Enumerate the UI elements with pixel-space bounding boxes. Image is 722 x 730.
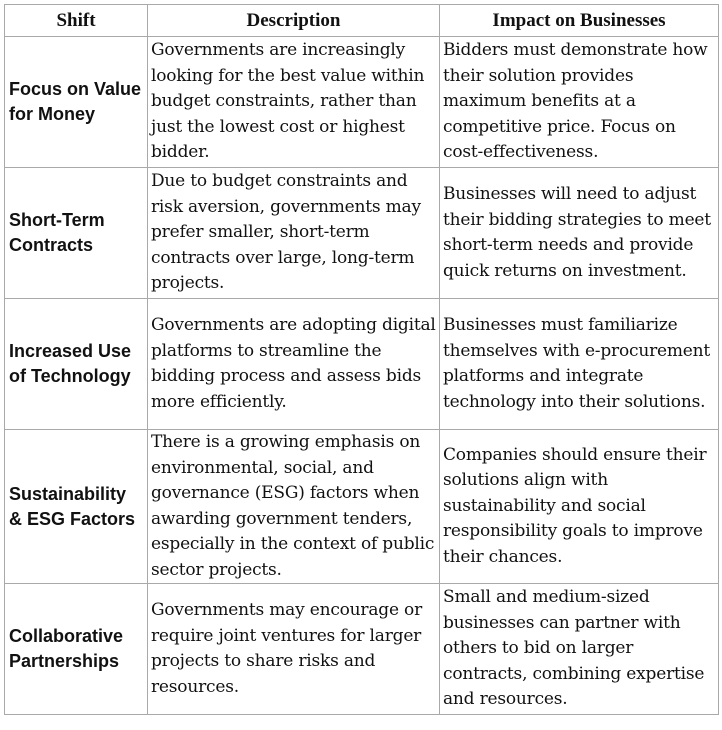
table-row [5,430,719,584]
shift-cell: Collaborative Partnerships [5,584,148,715]
shifts-table [4,4,719,715]
impact-cell: Companies should ensure their solutions align with sustainability and social responsibility goals to improve their chances. [440,430,719,584]
shift-cell: Short-Term Contracts [5,168,148,299]
header-shift: Shift [5,5,148,37]
description-cell: Governments may encourage or require joint ventures for larger projects to share risks and resources. [148,584,440,715]
shift-cell: Sustainability & ESG Factors [5,430,148,584]
shift-cell: Focus on Value for Money [5,37,148,168]
table-row [5,168,719,299]
description-cell: Due to budget constraints and risk aversion, governments may prefer smaller, short-term contracts over large, long-term projects. [148,168,440,299]
header-impact: Impact on Businesses [440,5,719,37]
impact-cell: Businesses must familiarize themselves with e-procurement platforms and integrate technology into their solutions. [440,299,719,430]
impact-cell: Small and medium-sized businesses can partner with others to bid on larger contracts, combining expertise and resources. [440,584,719,715]
header-description: Description [148,5,440,37]
impact-cell: Bidders must demonstrate how their solution provides maximum benefits at a competitive price. Focus on cost-effectiveness. [440,37,719,168]
table-row [5,584,719,715]
table-row [5,299,719,430]
impact-cell: Businesses will need to adjust their bidding strategies to meet short-term needs and provide quick returns on investment. [440,168,719,299]
table-row [5,37,719,168]
shift-cell: Increased Use of Technology [5,299,148,430]
description-cell: Governments are adopting digital platforms to streamline the bidding process and assess bids more efficiently. [148,299,440,430]
description-cell: There is a growing emphasis on environmental, social, and governance (ESG) factors when awarding government tenders, especially in the context of public sector projects. [148,430,440,584]
table-header-row [5,5,719,37]
description-cell: Governments are increasingly looking for the best value within budget constraints, rather than just the lowest cost or highest bidder. [148,37,440,168]
